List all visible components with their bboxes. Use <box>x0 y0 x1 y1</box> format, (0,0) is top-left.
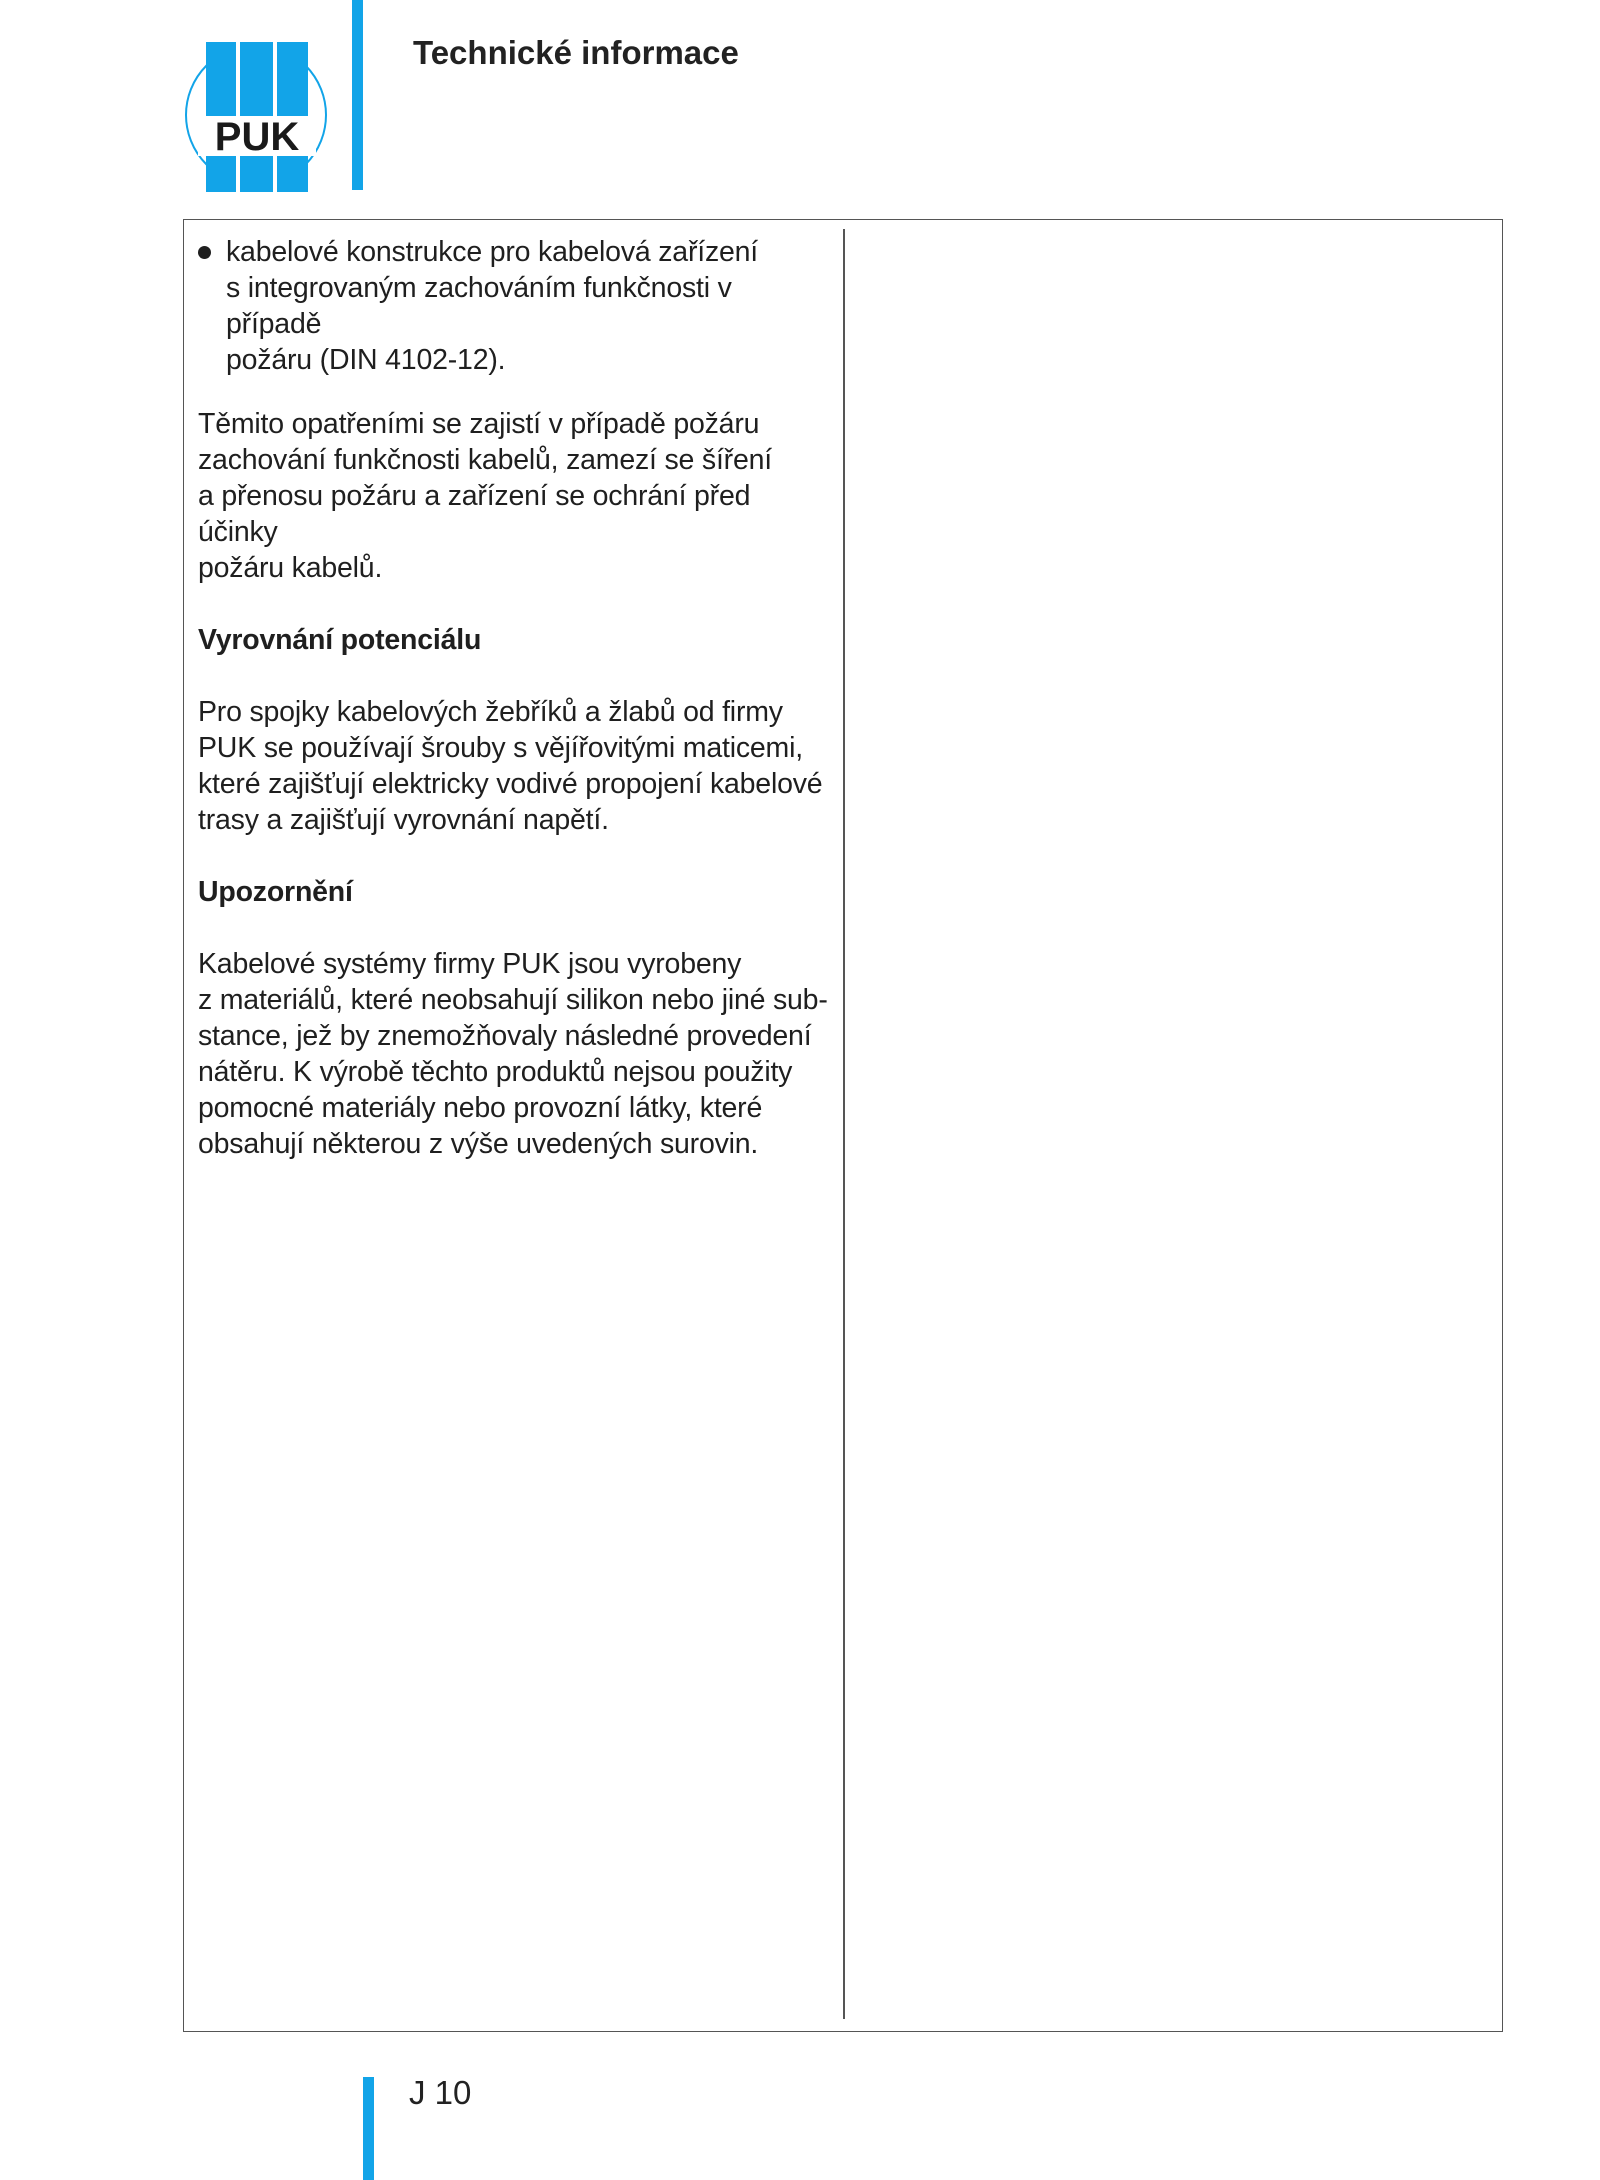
page-number: J 10 <box>409 2074 472 2111</box>
left-column <box>198 234 830 1198</box>
bullet-icon <box>198 246 211 259</box>
logo-text: PUK <box>214 115 300 159</box>
paragraph-fire-protection: Těmito opatřeními se zajistí v případě požáru zachování funkčnosti kabelů, zamezí se šíření a přenosu požáru a zařízení se ochrání před účinky požáru kabelů. <box>198 408 772 584</box>
footer-accent-bar <box>363 2077 374 2180</box>
column-divider <box>843 229 845 2019</box>
bullet-text: kabelové konstrukce pro kabelová zařízení s integrovaným zachováním funkčnosti v případě požáru (DIN 4102-12). <box>226 236 759 376</box>
heading-notice: Upozornění <box>198 876 353 908</box>
bullet-item <box>198 234 830 378</box>
page-title: Technické informace <box>413 34 739 71</box>
header-accent-bar <box>352 0 363 190</box>
puk-logo <box>183 42 333 192</box>
paragraph-potential-equalization: Pro spojky kabelových žebříků a žlabů od firmy PUK se používají šrouby s vějířovitými maticemi, které zajišťují elektricky vodivé propojení kabelové trasy a zajišťují vyrovnání napětí. <box>198 696 823 836</box>
heading-potential-equalization: Vyrovnání potenciálu <box>198 624 482 656</box>
paragraph-notice: Kabelové systémy firmy PUK jsou vyrobeny z materiálů, které neobsahují silikon nebo jiné sub- stance, jež by znemožňovaly následné provedení nátěru. K výrobě těchto produktů nejsou použity pomocné materiály nebo provozní látky, které obsahují některou z výše uvedených surovin. <box>198 948 828 1160</box>
